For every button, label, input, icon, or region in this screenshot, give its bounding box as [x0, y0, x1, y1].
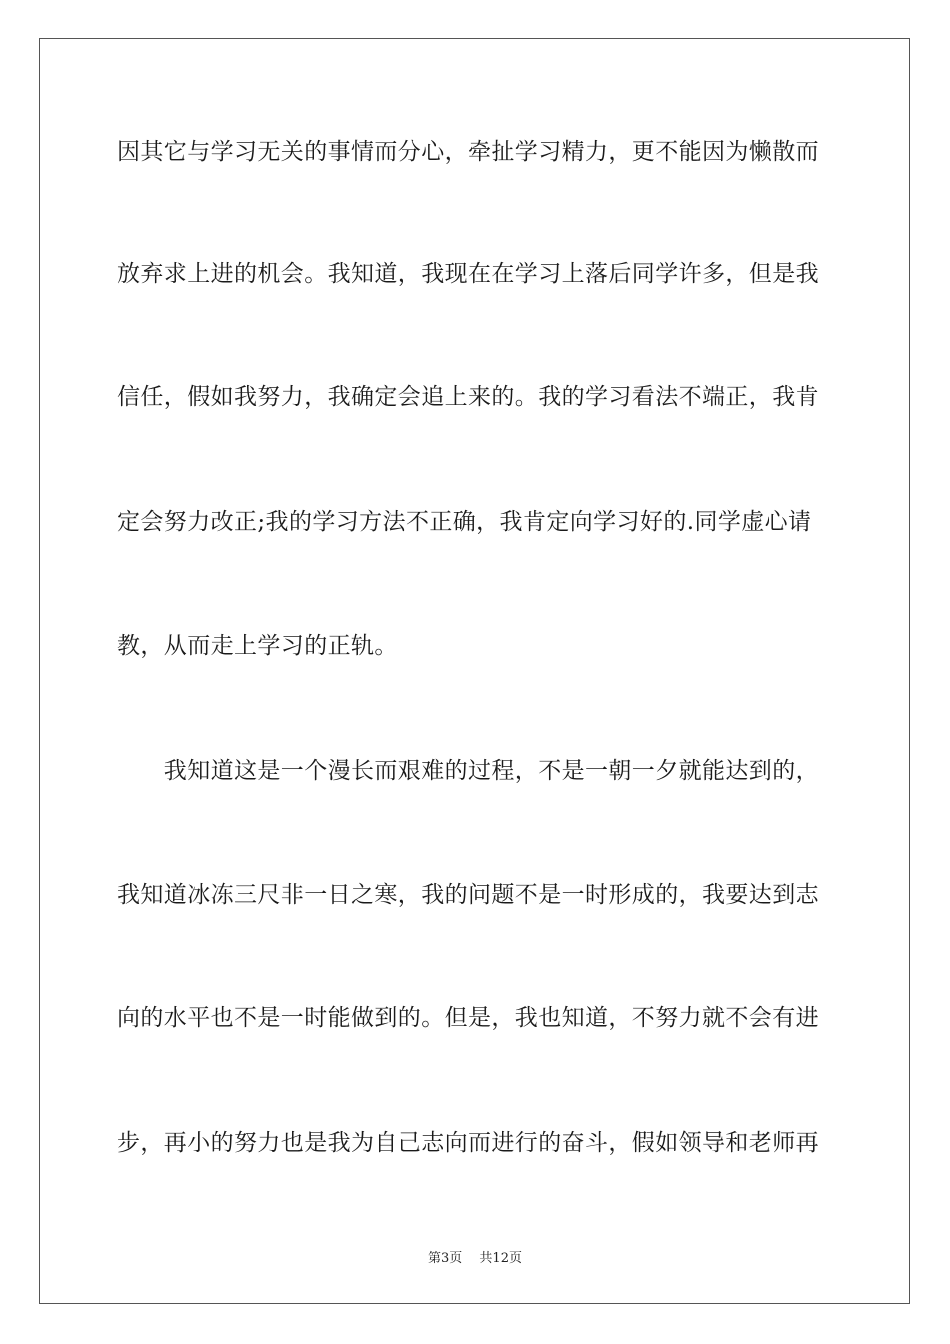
text-line: 步，再小的努力也是我为自己志向而进行的奋斗，假如领导和老师再: [117, 1130, 819, 1156]
page-border: [39, 38, 910, 1304]
text-line: 我知道这是一个漫长而艰难的过程，不是一朝一夕就能达到的，: [117, 758, 819, 784]
text-line: 向的水平也不是一时能做到的。但是，我也知道，不努力就不会有进: [117, 1005, 819, 1031]
text-line: 放弃求上进的机会。我知道，我现在在学习上落后同学许多，但是我: [117, 261, 819, 287]
text-line: 教，从而走上学习的正轨。: [117, 633, 398, 659]
page-footer: 第3页 共12页: [428, 1251, 522, 1266]
text-line: 定会努力改正;我的学习方法不正确，我肯定向学习好的.同学虚心请: [117, 509, 812, 535]
text-line: 我知道冰冻三尺非一日之寒，我的问题不是一时形成的，我要达到志: [117, 882, 819, 908]
text-line: 信任，假如我努力，我确定会追上来的。我的学习看法不端正，我肯: [117, 384, 819, 410]
text-line: 因其它与学习无关的事情而分心，牵扯学习精力，更不能因为懒散而: [117, 139, 819, 165]
